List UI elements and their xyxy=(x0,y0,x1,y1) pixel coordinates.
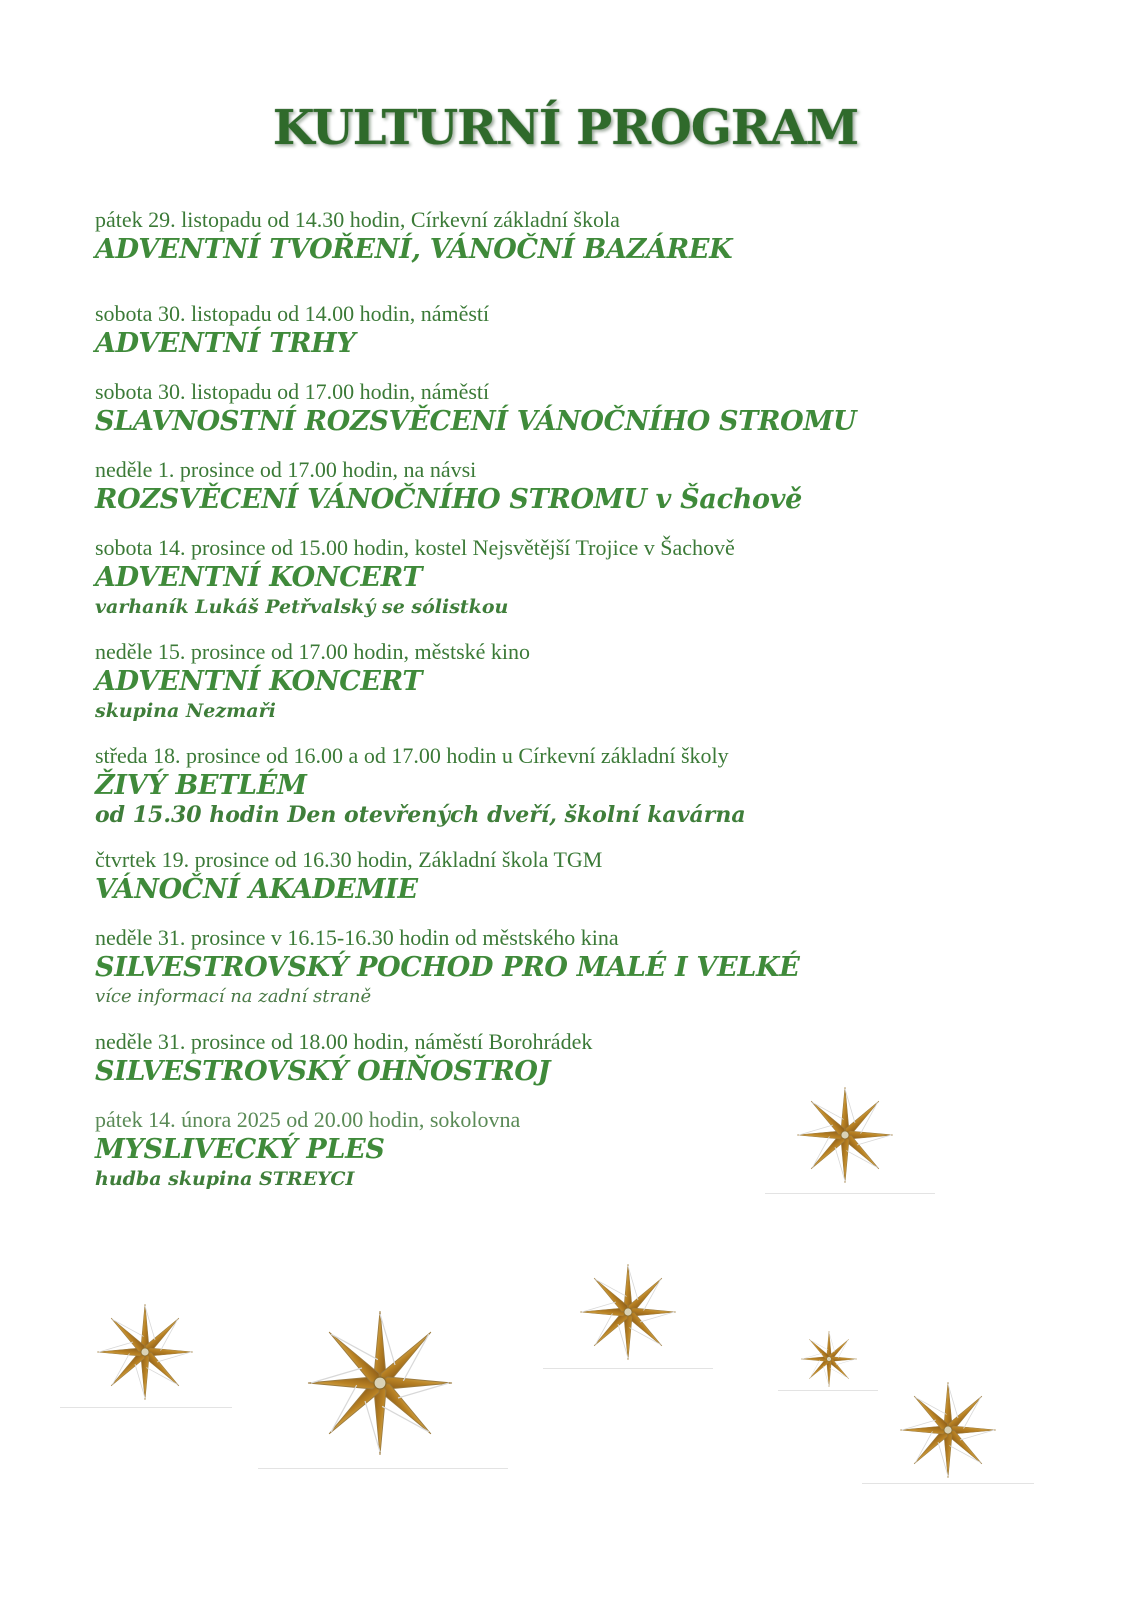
event-item xyxy=(95,300,995,360)
event-meta: středa 18. prosince od 16.00 a od 17.00 hodin u Církevní základní školy xyxy=(95,743,729,768)
event-meta: neděle 1. prosince od 17.00 hodin, na návsi xyxy=(95,457,477,482)
event-list xyxy=(95,206,995,1210)
star-shadow-line xyxy=(778,1390,878,1391)
event-item xyxy=(95,638,995,724)
event-meta: sobota 14. prosince od 15.00 hodin, kostel Nejsvětější Trojice v Šachově xyxy=(95,535,735,560)
event-name: VÁNOČNÍ AKADEMIE xyxy=(95,874,418,905)
event-meta: neděle 31. prosince od 18.00 hodin, náměstí Borohrádek xyxy=(95,1029,593,1054)
event-subtitle: hudba skupina STREYCI xyxy=(95,1168,355,1190)
event-meta: čtvrtek 19. prosince od 16.30 hodin, Základní škola TGM xyxy=(95,847,603,872)
star-shadow-line xyxy=(765,1193,935,1194)
star-icon xyxy=(578,1262,678,1362)
event-subtitle: skupina Nezmaři xyxy=(95,700,276,722)
star-shadow-line xyxy=(60,1407,232,1408)
event-item xyxy=(95,1028,995,1088)
event-item xyxy=(95,924,995,1010)
event-subtitle: varhaník Lukáš Petřvalský se sólistkou xyxy=(95,596,509,618)
event-meta: sobota 30. listopadu od 17.00 hodin, náměstí xyxy=(95,379,490,404)
event-item xyxy=(95,378,995,438)
event-name: ADVENTNÍ KONCERT xyxy=(95,666,423,697)
event-item xyxy=(95,534,995,620)
star-icon xyxy=(95,1302,195,1402)
event-subtitle: více informací na zadní straně xyxy=(95,986,372,1007)
event-meta: pátek 14. února 2025 od 20.00 hodin, sokolovna xyxy=(95,1107,521,1132)
star-shadow-line xyxy=(258,1468,508,1469)
star-icon xyxy=(795,1085,895,1185)
event-name: ADVENTNÍ TVOŘENÍ, VÁNOČNÍ BAZÁREK xyxy=(95,234,733,265)
star-shadow-line xyxy=(862,1483,1034,1484)
event-name: SLAVNOSTNÍ ROZSVĚCENÍ VÁNOČNÍHO STROMU xyxy=(95,406,857,437)
event-name: SILVESTROVSKÝ OHŇOSTROJ xyxy=(95,1056,551,1087)
event-meta: pátek 29. listopadu od 14.30 hodin, Církevní základní škola xyxy=(95,207,620,232)
event-meta: neděle 15. prosince od 17.00 hodin, městské kino xyxy=(95,639,531,664)
event-name: ŽIVÝ BETLÉM xyxy=(95,770,307,801)
event-item xyxy=(95,846,995,906)
star-icon xyxy=(800,1330,858,1388)
event-item xyxy=(95,456,995,516)
event-meta: neděle 31. prosince v 16.15-16.30 hodin od městského kina xyxy=(95,925,619,950)
event-name: MYSLIVECKÝ PLES xyxy=(95,1134,385,1165)
event-name: ADVENTNÍ KONCERT xyxy=(95,562,423,593)
event-name: ADVENTNÍ TRHY xyxy=(95,328,356,359)
event-name: SILVESTROVSKÝ POCHOD PRO MALÉ I VELKÉ xyxy=(95,952,800,983)
event-item xyxy=(95,206,995,266)
star-icon xyxy=(898,1380,998,1480)
event-item xyxy=(95,742,995,828)
event-name: ROZSVĚCENÍ VÁNOČNÍHO STROMU v Šachově xyxy=(95,484,803,515)
event-meta: sobota 30. listopadu od 14.00 hodin, náměstí xyxy=(95,301,490,326)
page-title: KULTURNÍ PROGRAM xyxy=(272,100,859,156)
star-shadow-line xyxy=(543,1368,713,1369)
star-icon xyxy=(305,1308,455,1458)
event-subtitle: od 15.30 hodin Den otevřených dveří, školní kavárna xyxy=(95,802,746,828)
